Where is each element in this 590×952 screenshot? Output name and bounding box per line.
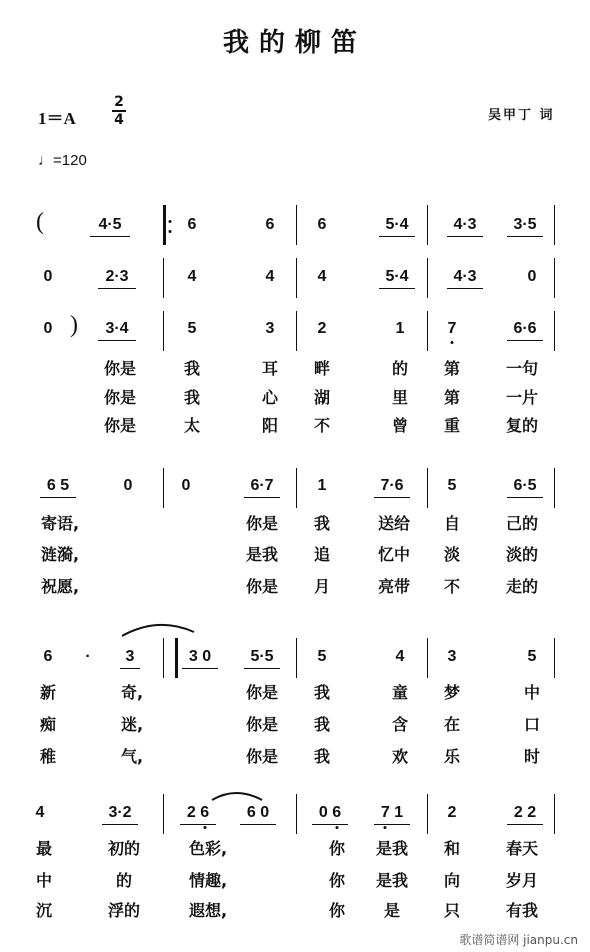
lyric: 太 bbox=[183, 416, 201, 435]
note: 7 1 bbox=[380, 804, 404, 821]
note: 2 6 bbox=[186, 804, 210, 821]
lyric: 涟漪, bbox=[40, 545, 80, 564]
barline bbox=[554, 794, 555, 834]
note: 5 bbox=[447, 477, 457, 494]
lyric: 春天 bbox=[505, 839, 539, 858]
lyric: 月 bbox=[313, 577, 331, 596]
lyric: 中 bbox=[35, 871, 53, 890]
beam bbox=[507, 824, 543, 825]
lyric: 你是 bbox=[245, 577, 279, 596]
note: 2 bbox=[447, 804, 457, 821]
note: · bbox=[85, 648, 91, 665]
note: 5·4 bbox=[385, 216, 409, 233]
note: 7·6 bbox=[380, 477, 404, 494]
lyric: 的 bbox=[391, 359, 409, 378]
tempo-marking: ♩=120 bbox=[38, 152, 87, 169]
site-watermark: 歌谱简谱网 jianpu.cn bbox=[459, 933, 578, 947]
song-title: 我的柳笛 bbox=[222, 28, 367, 58]
lyric: 我 bbox=[183, 359, 201, 378]
beam bbox=[312, 824, 348, 825]
lyric: 是我 bbox=[245, 545, 279, 564]
lyric: 祝愿, bbox=[40, 577, 80, 596]
beam bbox=[240, 824, 276, 825]
lyric: 色彩, bbox=[188, 839, 228, 858]
note: 3 bbox=[265, 320, 275, 337]
lyric: 稚 bbox=[39, 747, 57, 766]
lyric: 是 bbox=[383, 901, 401, 920]
note: 5 bbox=[317, 648, 327, 665]
lyric: 是我 bbox=[375, 871, 409, 890]
note: 0 bbox=[43, 268, 53, 285]
lyric: 一片 bbox=[505, 388, 539, 407]
lyric: 畔 bbox=[313, 359, 331, 378]
lyric: 寄语, bbox=[40, 514, 80, 533]
lyric: 和 bbox=[443, 839, 461, 858]
beam bbox=[120, 668, 140, 669]
note: 4·3 bbox=[453, 216, 477, 233]
lyric: 在 bbox=[443, 715, 461, 734]
lyric: 你是 bbox=[245, 747, 279, 766]
lyric: 你是 bbox=[245, 683, 279, 702]
close-paren: ) bbox=[70, 312, 78, 338]
lyric: 追 bbox=[313, 545, 331, 564]
barline bbox=[175, 638, 178, 678]
note: 4 bbox=[395, 648, 405, 665]
lyric: 心 bbox=[261, 388, 279, 407]
lyric: 忆中 bbox=[377, 545, 411, 564]
note: 6 bbox=[187, 216, 197, 233]
beam bbox=[182, 668, 218, 669]
note: 0 bbox=[527, 268, 537, 285]
note: 1 bbox=[395, 320, 405, 337]
lyric: 重 bbox=[443, 416, 461, 435]
lyric: 口 bbox=[523, 715, 541, 734]
lyric: 阳 bbox=[261, 416, 279, 435]
note: 4 bbox=[317, 268, 327, 285]
lyric: 乐 bbox=[443, 747, 461, 766]
key-signature: 1＝A bbox=[38, 109, 76, 128]
lyric: 你是 bbox=[103, 388, 137, 407]
lyric: 是我 bbox=[375, 839, 409, 858]
time-signature-bottom: 4 bbox=[112, 110, 126, 128]
lyric: 欢 bbox=[391, 747, 409, 766]
note: 5·5 bbox=[250, 648, 274, 665]
note: 6·6 bbox=[513, 320, 537, 337]
lyric: 我 bbox=[313, 514, 331, 533]
lyric: 你是 bbox=[103, 359, 137, 378]
lyric: 的 bbox=[115, 871, 133, 890]
note: 0 bbox=[43, 320, 53, 337]
lyric: 你 bbox=[328, 839, 346, 858]
lyric: 我 bbox=[313, 715, 331, 734]
lyric: 耳 bbox=[261, 359, 279, 378]
note: 0 bbox=[123, 477, 133, 494]
octave-dot bbox=[204, 826, 207, 829]
lyric: 你 bbox=[328, 901, 346, 920]
lyric: 情趣, bbox=[188, 871, 228, 890]
barline bbox=[427, 794, 428, 834]
octave-dot bbox=[384, 826, 387, 829]
lyric: 你是 bbox=[103, 416, 137, 435]
note: 6·7 bbox=[250, 477, 274, 494]
note: 3·2 bbox=[108, 804, 132, 821]
lyric: 奇, bbox=[120, 683, 144, 702]
note: 3·5 bbox=[513, 216, 537, 233]
lyric: 一句 bbox=[505, 359, 539, 378]
note: 0 bbox=[181, 477, 191, 494]
barline bbox=[296, 794, 297, 834]
lyric: 曾 bbox=[391, 416, 409, 435]
lyric: 你 bbox=[328, 871, 346, 890]
beam bbox=[180, 824, 216, 825]
lyric: 亮带 bbox=[377, 577, 411, 596]
note: 7 bbox=[447, 320, 457, 337]
lyric: 沉 bbox=[35, 901, 53, 920]
lyric: 不 bbox=[443, 577, 461, 596]
note: 6 bbox=[265, 216, 275, 233]
note: 6 bbox=[43, 648, 53, 665]
lyric: 最 bbox=[35, 839, 53, 858]
lyric: 复的 bbox=[505, 416, 539, 435]
note: 3·4 bbox=[105, 320, 129, 337]
note: 5 bbox=[187, 320, 197, 337]
beam bbox=[244, 668, 280, 669]
lyricist-credit: 吴甲丁 词 bbox=[488, 108, 555, 123]
barline bbox=[163, 638, 164, 678]
note: 5·4 bbox=[385, 268, 409, 285]
lyric: 第 bbox=[443, 359, 461, 378]
note: 3 bbox=[447, 648, 457, 665]
lyric: 自 bbox=[443, 514, 461, 533]
lyric: 我 bbox=[183, 388, 201, 407]
note: 4 bbox=[35, 804, 45, 821]
lyric: 我 bbox=[313, 747, 331, 766]
note: 4·5 bbox=[98, 216, 122, 233]
lyric: 送给 bbox=[377, 514, 411, 533]
lyric: 含 bbox=[391, 715, 409, 734]
lyric: 梦 bbox=[443, 683, 461, 702]
lyric: 淡的 bbox=[505, 545, 539, 564]
lyric: 向 bbox=[443, 871, 461, 890]
lyric: 走的 bbox=[505, 577, 539, 596]
barline bbox=[427, 638, 428, 678]
lyric: 痴 bbox=[39, 715, 57, 734]
open-paren: ( bbox=[36, 209, 44, 235]
note: 4 bbox=[265, 268, 275, 285]
note: 3 0 bbox=[188, 648, 212, 665]
lyric: 不 bbox=[313, 416, 331, 435]
lyric: 己的 bbox=[505, 514, 539, 533]
note: 6 bbox=[317, 216, 327, 233]
note: 4·3 bbox=[453, 268, 477, 285]
note: 2 2 bbox=[513, 804, 537, 821]
note: 3 bbox=[125, 648, 135, 665]
lyric: 新 bbox=[39, 683, 57, 702]
note: 5 bbox=[527, 648, 537, 665]
note: 6 0 bbox=[246, 804, 270, 821]
lyric: 里 bbox=[391, 388, 409, 407]
lyric: 有我 bbox=[505, 901, 539, 920]
lyric: 时 bbox=[523, 747, 541, 766]
note: 6 5 bbox=[46, 477, 70, 494]
barline bbox=[554, 638, 555, 678]
octave-dot bbox=[336, 826, 339, 829]
lyric: 你是 bbox=[245, 715, 279, 734]
beam bbox=[374, 824, 410, 825]
lyric: 湖 bbox=[313, 388, 331, 407]
note: 0 6 bbox=[318, 804, 342, 821]
lyric: 只 bbox=[443, 901, 461, 920]
note: 6·5 bbox=[513, 477, 537, 494]
lyric: 初的 bbox=[107, 839, 141, 858]
lyric: 你是 bbox=[245, 514, 279, 533]
lyric: 岁月 bbox=[505, 871, 539, 890]
lyric: 我 bbox=[313, 683, 331, 702]
note: 1 bbox=[317, 477, 327, 494]
beam bbox=[102, 824, 138, 825]
time-signature-top: 2 bbox=[114, 94, 124, 110]
lyric: 迷, bbox=[120, 715, 144, 734]
lyric: 童 bbox=[391, 683, 409, 702]
note: 2 bbox=[317, 320, 327, 337]
barline bbox=[163, 794, 164, 834]
lyric: 遐想, bbox=[188, 901, 228, 920]
note: 4 bbox=[187, 268, 197, 285]
lyric: 淡 bbox=[443, 545, 461, 564]
note: 2·3 bbox=[105, 268, 129, 285]
barline bbox=[296, 638, 297, 678]
lyric: 第 bbox=[443, 388, 461, 407]
lyric: 气, bbox=[120, 747, 144, 766]
lyric: 中 bbox=[523, 683, 541, 702]
lyric: 浮的 bbox=[107, 901, 141, 920]
